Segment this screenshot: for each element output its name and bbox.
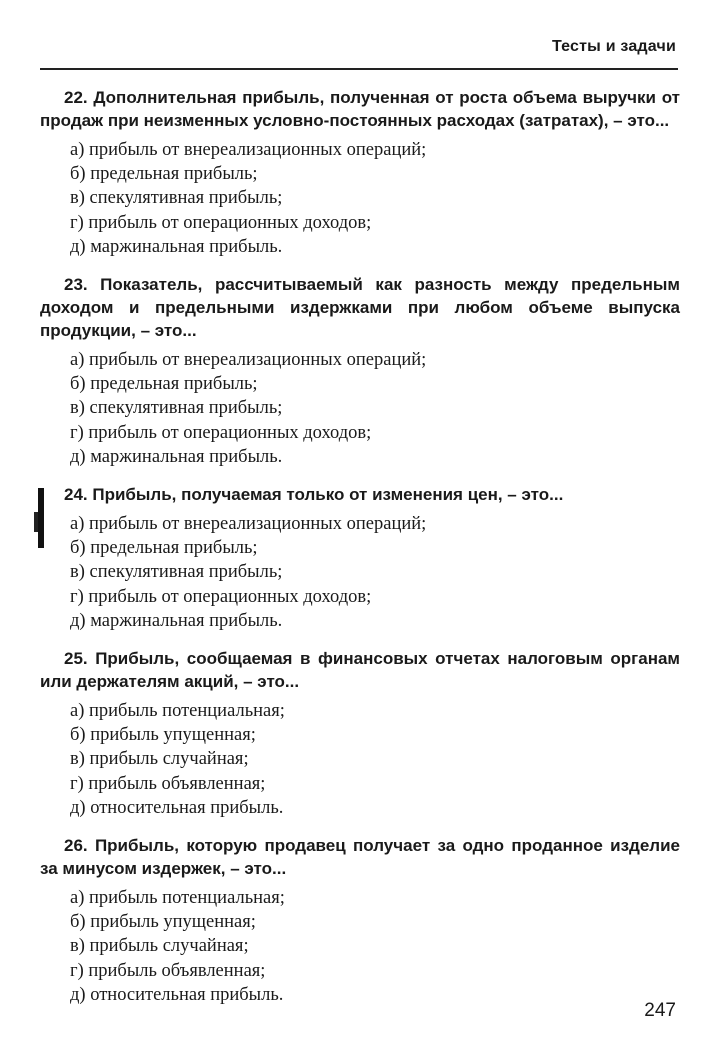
answer-options [40, 138, 680, 259]
answer-option-g: г) прибыль от операционных доходов; [70, 586, 372, 607]
question-26 [40, 834, 680, 1007]
answer-option-a: а) прибыль потенциальная; [70, 888, 285, 909]
answer-option-g: г) прибыль объявленная; [70, 960, 266, 981]
question-text: 22. Дополнительная прибыль, полученная от роста объема выручки от продаж при неизменных условно-постоянных расходах (затратах), – это... [40, 88, 680, 130]
answer-options [40, 512, 680, 633]
question-25 [40, 647, 680, 820]
page-number: 247 [644, 1000, 676, 1021]
answer-option-v: в) спекулятивная прибыль; [70, 188, 283, 209]
question-text: 25. Прибыль, сообщаемая в финансовых отчетах налоговым органам или держателям акций, – это... [40, 649, 680, 692]
answer-option-g: г) прибыль от операционных доходов; [70, 422, 372, 443]
question-22 [40, 86, 680, 259]
answer-options [40, 348, 680, 469]
answer-option-a: а) прибыль от внереализационных операций; [70, 514, 427, 535]
question-text: 23. Показатель, рассчитываемый как разность между предельным доходом и предельными издержками при любом объеме выпуска продукции, – это... [40, 275, 680, 341]
answer-option-b: б) предельная прибыль; [70, 374, 258, 395]
answer-option-b: б) прибыль упущенная; [70, 725, 256, 746]
answer-option-b: б) прибыль упущенная; [70, 912, 256, 933]
answer-option-g: г) прибыль от операционных доходов; [70, 212, 372, 233]
answer-options [40, 886, 680, 1007]
answer-option-b: б) предельная прибыль; [70, 538, 258, 559]
answer-option-b: б) предельная прибыль; [70, 164, 258, 185]
answer-option-v: в) прибыль случайная; [70, 936, 249, 957]
answer-option-v: в) спекулятивная прибыль; [70, 398, 283, 419]
answer-option-d: д) маржинальная прибыль. [70, 610, 283, 631]
answer-option-d: д) относительная прибыль. [70, 797, 284, 818]
question-text: 24. Прибыль, получаемая только от изменения цен, – это... [64, 485, 564, 505]
answer-options [40, 699, 680, 820]
questions-list [40, 86, 680, 1021]
answer-option-d: д) маржинальная прибыль. [70, 236, 283, 257]
answer-option-d: д) маржинальная прибыль. [70, 446, 283, 467]
answer-option-a: а) прибыль потенциальная; [70, 701, 285, 722]
answer-option-d: д) относительная прибыль. [70, 984, 284, 1005]
question-23 [40, 273, 680, 469]
running-head: Тесты и задачи [551, 38, 676, 55]
answer-option-v: в) прибыль случайная; [70, 749, 249, 770]
answer-option-a: а) прибыль от внереализационных операций; [70, 350, 427, 371]
answer-option-g: г) прибыль объявленная; [70, 773, 266, 794]
question-text: 26. Прибыль, которую продавец получает за одно проданное изделие за минусом издержек, – это... [40, 836, 680, 879]
answer-option-v: в) спекулятивная прибыль; [70, 562, 283, 583]
question-24 [40, 483, 680, 633]
answer-option-a: а) прибыль от внереализационных операций; [70, 140, 427, 160]
header-rule [40, 68, 678, 70]
